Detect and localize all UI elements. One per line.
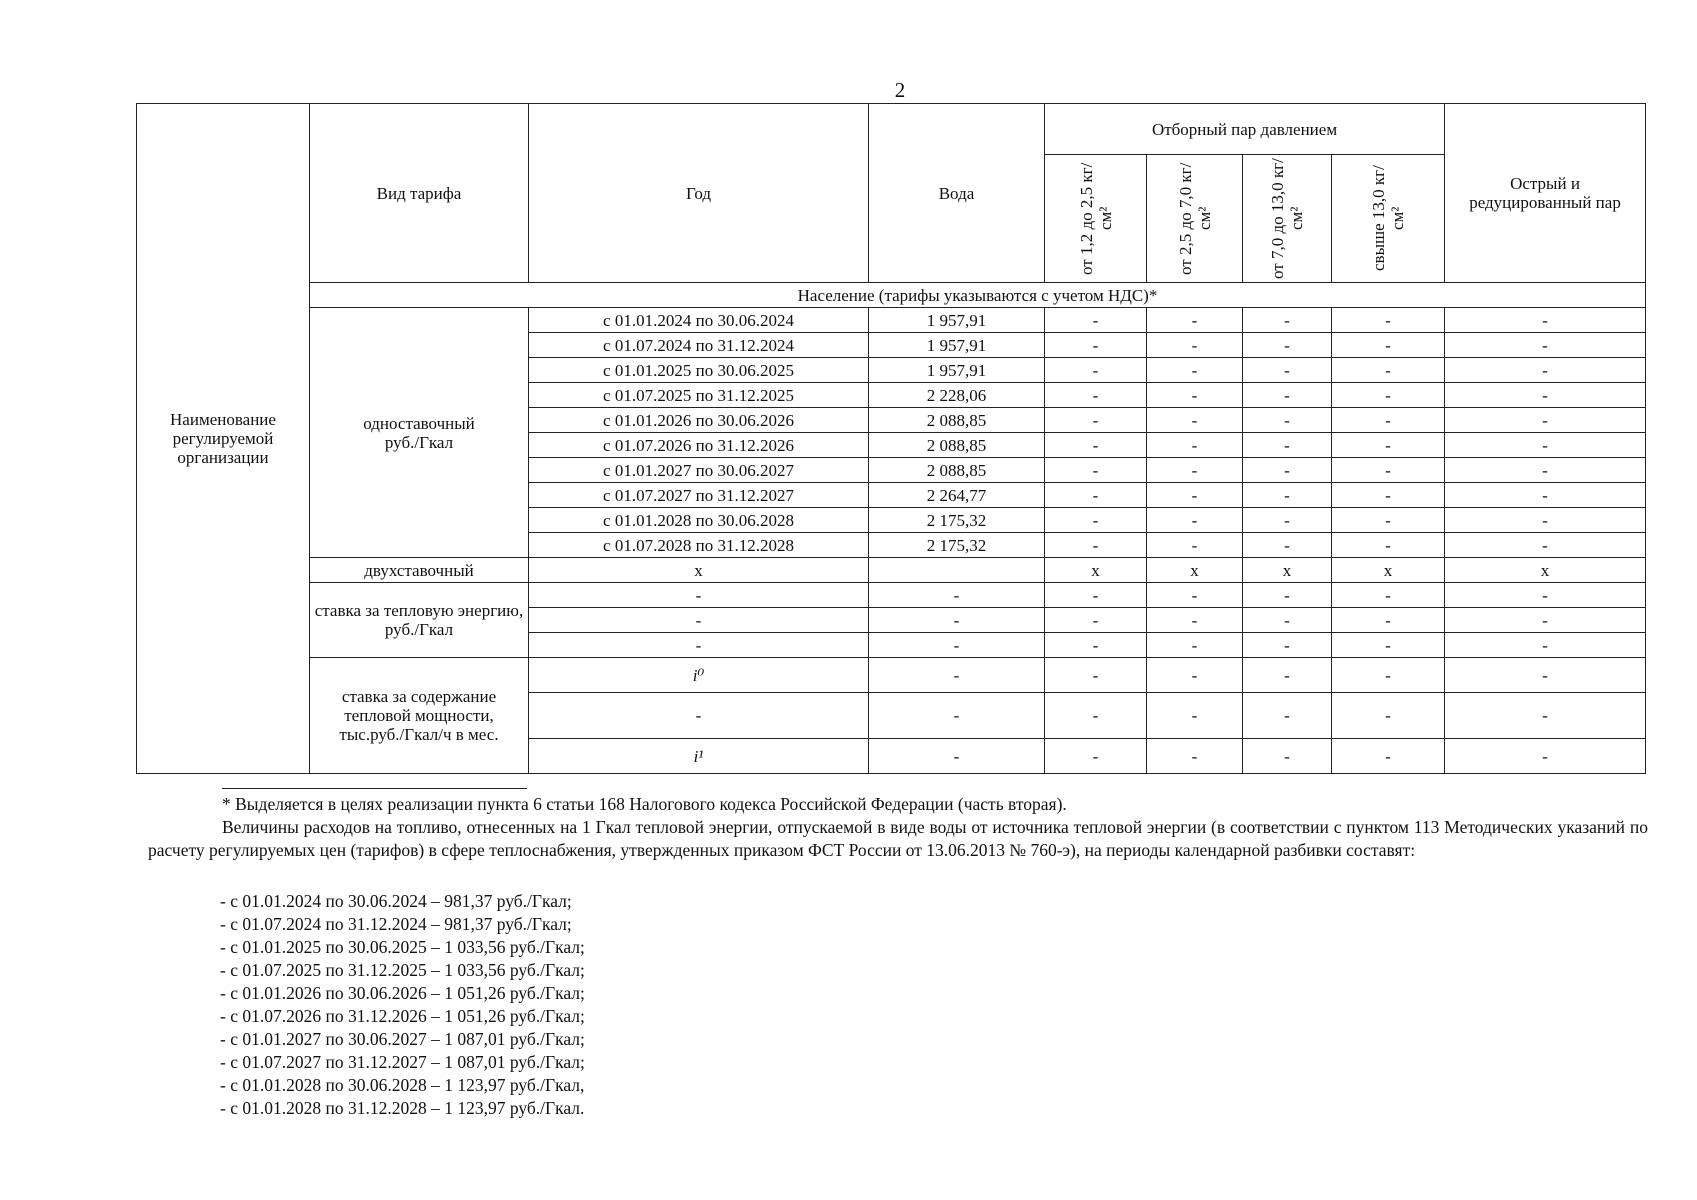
header-water: Вода (869, 104, 1045, 283)
water-value: 2 228,06 (869, 383, 1045, 408)
dash-cell: - (1147, 658, 1243, 693)
dash-cell: - (1332, 533, 1445, 558)
dash-cell: - (869, 658, 1045, 693)
dash-cell: - (1045, 508, 1147, 533)
dash-cell: - (1045, 739, 1147, 774)
water-value: 2 088,85 (869, 433, 1045, 458)
fuel-cost-paragraph: Величины расходов на топливо, отнесенных на 1 Гкал тепловой энергии, отпускаемой в виде воды от источника тепловой энергии (в соответствии с пунктом 113 Методических указаний по расчету регулируемых цен (тарифов) в сфере теплоснабжения, утвержденных приказом ФСТ России от 13.06.2013 № 760-э), на периоды календарной разбивки составят: (148, 817, 1648, 860)
dash-cell: - (1243, 633, 1332, 658)
dash-cell: - (1445, 308, 1646, 333)
two-rate-label: двухставочный (310, 558, 529, 583)
dash-cell: - (1332, 358, 1445, 383)
dash-cell: - (1045, 658, 1147, 693)
footnote: * Выделяется в целях реализации пункта 6 статьи 168 Налогового кодекса Российской Федерации (часть вторая). (222, 794, 1067, 814)
dash-cell: - (1332, 333, 1445, 358)
dash-cell: - (1332, 608, 1445, 633)
period-cell: с 01.07.2026 по 31.12.2026 (529, 433, 869, 458)
dash-cell: - (1445, 693, 1646, 739)
period-item: - с 01.01.2024 по 30.06.2024 – 981,37 руб./Гкал; (220, 891, 572, 911)
dash-cell: - (1243, 608, 1332, 633)
dash-cell: - (1332, 508, 1445, 533)
dash-cell: - (1332, 408, 1445, 433)
period-item: - с 01.01.2028 по 31.12.2028 – 1 123,97 руб./Гкал. (220, 1098, 585, 1118)
dash-cell: - (1445, 408, 1646, 433)
dash-cell: - (1445, 358, 1646, 383)
capacity-rate-label: ставка за содержание тепловой мощности, тыс.руб./Гкал/ч в мес. (310, 658, 529, 774)
period-item: - с 01.07.2027 по 31.12.2027 – 1 087,01 руб./Гкал; (220, 1052, 585, 1072)
dash-cell: - (1445, 658, 1646, 693)
period-cell: с 01.07.2028 по 31.12.2028 (529, 533, 869, 558)
dash-cell: - (1445, 739, 1646, 774)
dash-cell: - (1147, 583, 1243, 608)
dash-cell: - (1243, 583, 1332, 608)
period-item: - с 01.01.2027 по 30.06.2027 – 1 087,01 руб./Гкал; (220, 1029, 585, 1049)
period-item: - с 01.07.2025 по 31.12.2025 – 1 033,56 руб./Гкал; (220, 960, 585, 980)
dash-cell: - (869, 633, 1045, 658)
dash-cell: - (1445, 608, 1646, 633)
mark-cell: x (1243, 558, 1332, 583)
water-value: 1 957,91 (869, 358, 1045, 383)
dash-cell: - (529, 633, 869, 658)
period-item: - с 01.07.2026 по 31.12.2026 – 1 051,26 руб./Гкал; (220, 1006, 585, 1026)
dash-cell: - (1045, 458, 1147, 483)
period-cell: с 01.07.2024 по 31.12.2024 (529, 333, 869, 358)
dash-cell: - (1045, 533, 1147, 558)
header-steam-col-label: свыше 13,0 кг/см² (1369, 165, 1407, 272)
dash-cell: - (1332, 383, 1445, 408)
period-item: - с 01.01.2026 по 30.06.2026 – 1 051,26 руб./Гкал; (220, 983, 585, 1003)
dash-cell: - (1045, 333, 1147, 358)
dash-cell: - (1332, 433, 1445, 458)
dash-cell: - (1045, 408, 1147, 433)
mark-cell: x (1332, 558, 1445, 583)
header-steam-col (1243, 155, 1332, 283)
dash-cell: - (1147, 693, 1243, 739)
dash-cell: - (1045, 633, 1147, 658)
dash-cell: - (1332, 633, 1445, 658)
period-cell: с 01.07.2025 по 31.12.2025 (529, 383, 869, 408)
dash-cell: - (1243, 508, 1332, 533)
dash-cell: - (1045, 433, 1147, 458)
header-tariff-type: Вид тарифа (310, 104, 529, 283)
index-cell: i⁰ (529, 658, 869, 693)
dash-cell: - (1147, 633, 1243, 658)
dash-cell: - (1243, 433, 1332, 458)
dash-cell: - (1332, 658, 1445, 693)
dash-cell: - (869, 739, 1045, 774)
water-value: 2 175,32 (869, 508, 1045, 533)
dash-cell: - (1445, 433, 1646, 458)
water-value: 2 175,32 (869, 533, 1045, 558)
dash-cell: - (1445, 633, 1646, 658)
dash-cell: - (869, 608, 1045, 633)
dash-cell: - (1045, 693, 1147, 739)
dash-cell: - (869, 693, 1045, 739)
dash-cell: - (1147, 308, 1243, 333)
fuel-cost-periods (220, 890, 585, 1120)
dash-cell: - (1243, 693, 1332, 739)
dash-cell: - (1332, 483, 1445, 508)
dash-cell: - (1045, 358, 1147, 383)
period-cell: с 01.01.2028 по 30.06.2028 (529, 508, 869, 533)
header-steam-col (1332, 155, 1445, 283)
header-steam-col (1045, 155, 1147, 283)
mark-cell: x (529, 558, 869, 583)
header-sharp-steam: Острый и редуцированный пар (1445, 104, 1646, 283)
dash-cell: - (1243, 333, 1332, 358)
dash-cell: - (1445, 458, 1646, 483)
dash-cell: - (1243, 408, 1332, 433)
dash-cell: - (1243, 658, 1332, 693)
dash-cell: - (1045, 608, 1147, 633)
dash-cell: - (1045, 583, 1147, 608)
dash-cell: - (1445, 483, 1646, 508)
dash-cell: - (1243, 533, 1332, 558)
dash-cell: - (1045, 308, 1147, 333)
header-steam-col-label: от 2,5 до 7,0 кг/см² (1175, 162, 1214, 275)
period-item: - с 01.01.2028 по 30.06.2028 – 1 123,97 руб./Гкал, (220, 1075, 585, 1095)
period-cell: с 01.01.2024 по 30.06.2024 (529, 308, 869, 333)
dash-cell: - (1243, 458, 1332, 483)
mark-cell: x (1147, 558, 1243, 583)
dash-cell: - (1445, 508, 1646, 533)
period-cell: с 01.07.2027 по 31.12.2027 (529, 483, 869, 508)
header-steam-col-label: от 7,0 до 13,0 кг/см² (1268, 158, 1306, 279)
water-value: 2 264,77 (869, 483, 1045, 508)
header-steam-col-label: от 1,2 до 2,5 кг/см² (1076, 162, 1115, 275)
dash-cell: - (869, 583, 1045, 608)
header-steam-group: Отборный пар давлением (1045, 104, 1445, 155)
dash-cell: - (1147, 358, 1243, 383)
period-cell: с 01.01.2026 по 30.06.2026 (529, 408, 869, 433)
header-year: Год (529, 104, 869, 283)
dash-cell: - (1243, 358, 1332, 383)
index-cell: i¹ (529, 739, 869, 774)
header-steam-col (1147, 155, 1243, 283)
period-cell: с 01.01.2025 по 30.06.2025 (529, 358, 869, 383)
water-value: 1 957,91 (869, 308, 1045, 333)
page-number: 2 (894, 78, 906, 102)
dash-cell: - (1045, 383, 1147, 408)
dash-cell: - (1332, 458, 1445, 483)
dash-cell: - (1332, 308, 1445, 333)
single-rate-label: одноставочный руб./Гкал (310, 308, 529, 558)
dash-cell: - (1147, 533, 1243, 558)
footnote-divider (222, 788, 527, 789)
mark-cell: x (1445, 558, 1646, 583)
section-title: Население (тарифы указываются с учетом НДС)* (310, 283, 1646, 308)
dash-cell: - (1445, 533, 1646, 558)
dash-cell: - (1147, 433, 1243, 458)
dash-cell: - (1147, 508, 1243, 533)
dash-cell: - (1445, 583, 1646, 608)
dash-cell: - (1243, 308, 1332, 333)
tariff-row (137, 308, 1646, 333)
dash-cell: - (1147, 458, 1243, 483)
dash-cell: - (1445, 383, 1646, 408)
dash-cell: - (1147, 383, 1243, 408)
dash-cell: - (529, 583, 869, 608)
header-org: Наименование регулируемой организации (137, 104, 310, 774)
water-value: 2 088,85 (869, 458, 1045, 483)
dash-cell: - (1243, 483, 1332, 508)
dash-cell: - (1332, 739, 1445, 774)
water-value: 2 088,85 (869, 408, 1045, 433)
dash-cell: - (1045, 483, 1147, 508)
period-cell: с 01.01.2027 по 30.06.2027 (529, 458, 869, 483)
dash-cell: - (1243, 383, 1332, 408)
heat-rate-label: ставка за тепловую энергию, руб./Гкал (310, 583, 529, 658)
dash-cell: - (1147, 333, 1243, 358)
dash-cell: - (1147, 608, 1243, 633)
tariff-table (136, 103, 1646, 774)
dash-cell: - (1147, 483, 1243, 508)
dash-cell: - (1332, 693, 1445, 739)
dash-cell: - (529, 693, 869, 739)
dash-cell: - (1243, 739, 1332, 774)
mark-cell: x (1045, 558, 1147, 583)
period-item: - с 01.07.2024 по 31.12.2024 – 981,37 руб./Гкал; (220, 914, 572, 934)
dash-cell: - (1147, 739, 1243, 774)
dash-cell: - (1445, 333, 1646, 358)
dash-cell: - (529, 608, 869, 633)
period-item: - с 01.01.2025 по 30.06.2025 – 1 033,56 руб./Гкал; (220, 937, 585, 957)
dash-cell: - (1332, 583, 1445, 608)
water-value: 1 957,91 (869, 333, 1045, 358)
dash-cell: - (1147, 408, 1243, 433)
empty-cell (869, 558, 1045, 583)
